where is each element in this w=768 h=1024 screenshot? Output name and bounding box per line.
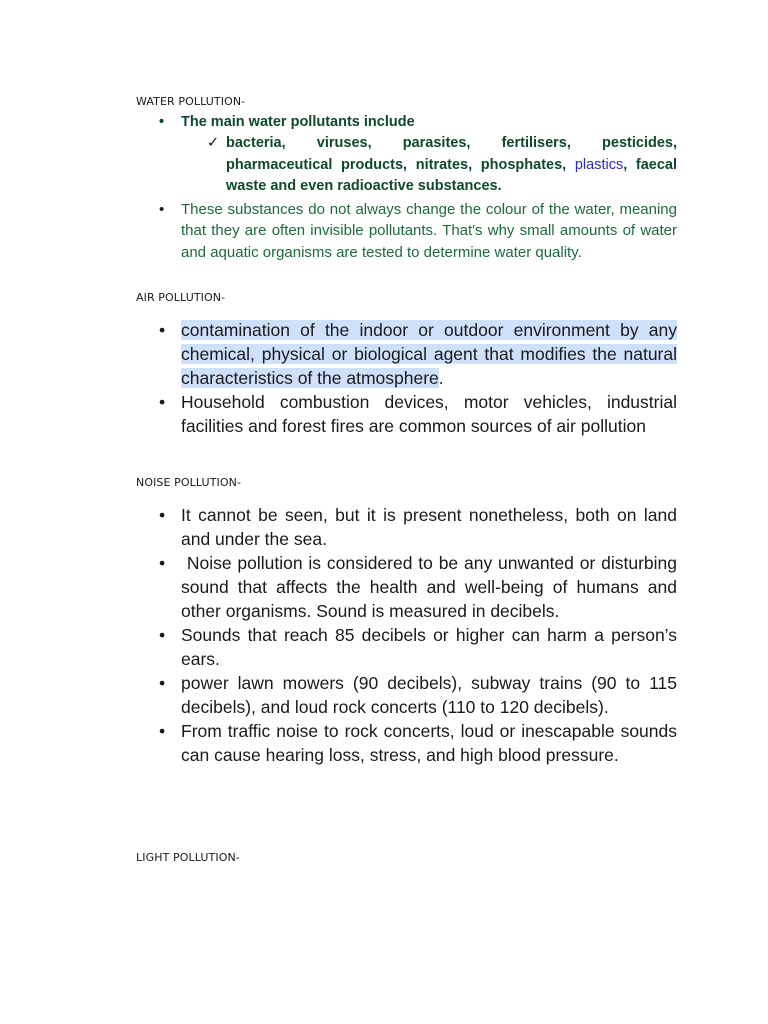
water-pollution-heading: WATER POLLUTION-: [136, 95, 246, 108]
pollutants-text: bacteria, viruses, parasites, fertilisers, pesticides, pharmaceutical products, nitrates, phosphates,: [226, 135, 677, 173]
air-item-period: .: [438, 368, 444, 388]
water-pollutants-sublist: [181, 133, 677, 198]
bullet-icon: •: [159, 505, 166, 525]
list-item: [159, 112, 678, 198]
bullet-icon: •: [159, 114, 165, 130]
noise-pollution-heading: NOISE POLLUTION-: [136, 476, 242, 489]
bullet-icon: •: [159, 200, 165, 218]
water-main-item-text: The main water pollutants include: [181, 114, 415, 130]
plastics-link[interactable]: plastics: [574, 156, 624, 173]
noise-item-text: Noise pollution is considered to be any unwanted or disturbing sound that affects the health and well-being of humans and other organisms. Sound is measured in decibels.: [181, 553, 682, 621]
highlighted-text: contamination of the indoor or outdoor environment by any chemical, physical or biological agent that modifies the natural characteristics of the atmosphere: [181, 320, 677, 388]
list-item: [159, 551, 682, 623]
pollutants-comma: ,: [623, 156, 628, 173]
bullet-icon: •: [159, 320, 166, 340]
list-item: [207, 133, 678, 198]
bullet-icon: •: [159, 673, 166, 693]
light-pollution-heading: LIGHT POLLUTION-: [136, 851, 240, 864]
list-item: [159, 199, 677, 264]
noise-item-text: Sounds that reach 85 decibels or higher can harm a person’s ears.: [181, 625, 677, 669]
noise-item-text: power lawn mowers (90 decibels), subway trains (90 to 115 decibels), and loud rock concerts (110 to 120 decibels).: [181, 673, 677, 717]
air-item-text: Household combustion devices, motor vehicles, industrial facilities and forest fires are common sources of air pollution: [181, 392, 677, 436]
list-item: [159, 390, 677, 438]
pollutants-tail: faecal waste and even radioactive substances.: [226, 156, 678, 194]
air-pollution-list: [159, 318, 677, 438]
noise-item-text: It cannot be seen, but it is present nonetheless, both on land and under the sea.: [181, 505, 677, 549]
noise-item-text: From traffic noise to rock concerts, loud or inescapable sounds can cause hearing loss, stress, and high blood pressure.: [181, 721, 677, 765]
checkmark-icon: ✓: [207, 135, 220, 151]
list-item: [159, 503, 677, 551]
water-note-text: These substances do not always change the colour of the water, meaning that they are often invisible pollutants. That's why small amounts of water and aquatic organisms are tested to determine water quality.: [181, 200, 677, 261]
air-pollution-heading: AIR POLLUTION-: [136, 291, 226, 304]
list-item: [159, 318, 677, 390]
bullet-icon: •: [159, 625, 166, 645]
bullet-icon: •: [159, 721, 166, 741]
list-item: [159, 719, 677, 767]
list-item: [159, 623, 677, 671]
water-pollution-list: [159, 112, 678, 263]
bullet-icon: •: [159, 553, 166, 573]
list-item: [159, 671, 677, 719]
noise-pollution-list: [159, 503, 682, 767]
bullet-icon: •: [159, 392, 166, 412]
